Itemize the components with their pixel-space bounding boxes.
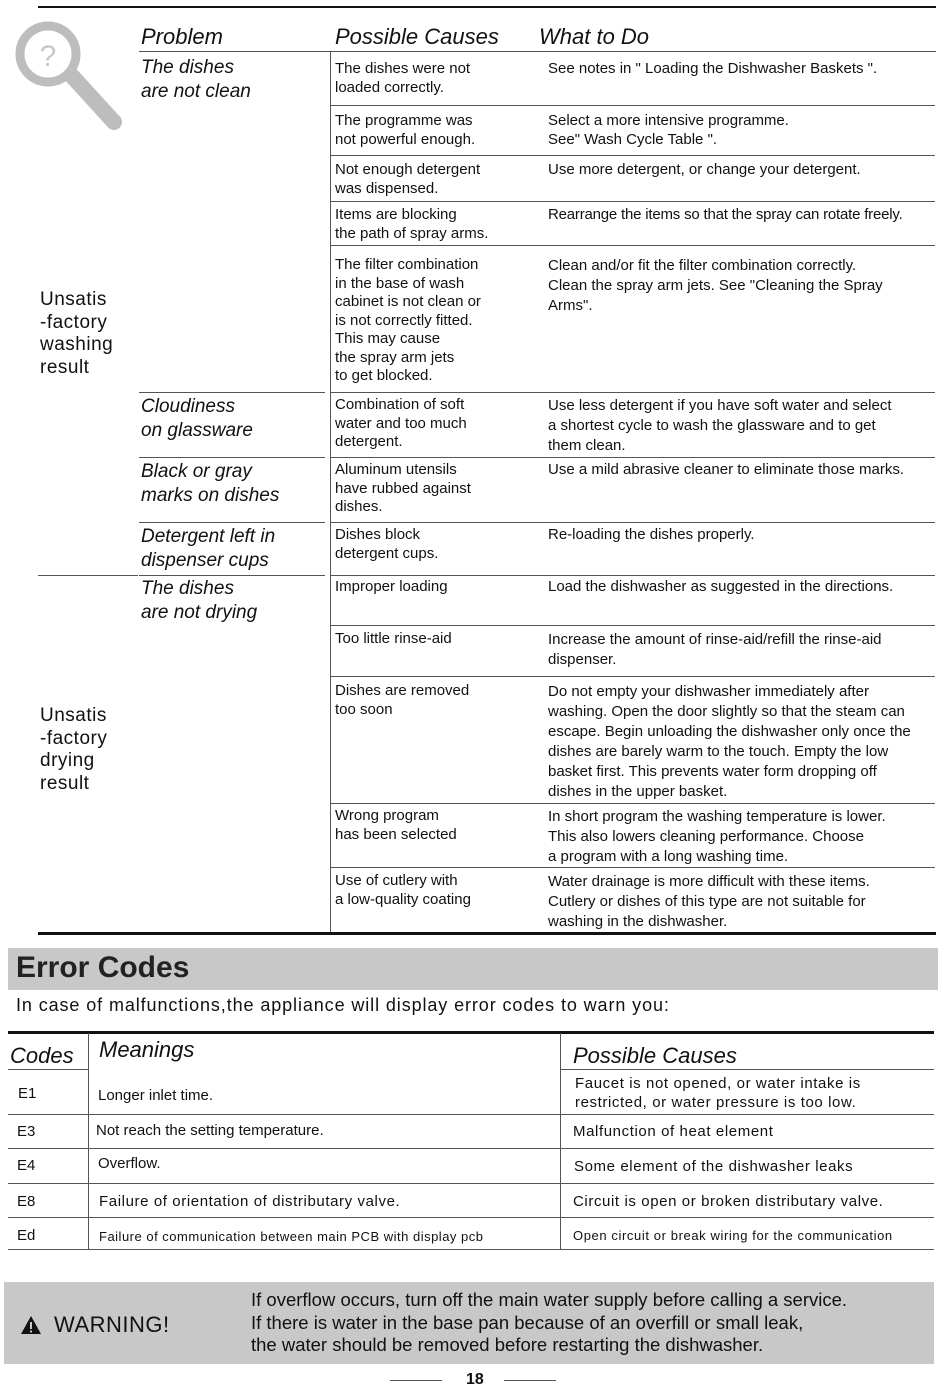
todo-cell: Increase the amount of rinse-aid/refill the rinse-aid dispenser. [548, 631, 882, 668]
error-meaning: Failure of communication between main PCB with display pcb [99, 1229, 484, 1244]
todo-cell: Do not empty your dishwasher immediately after washing. Open the door slightly so that the steam can escape. Begin unloading the dishwasher only once the dishes are barely warm to the touch. Empty the low basket first. This prevents water form dropping off dishes in the upper basket. [548, 683, 911, 800]
todo-cell: Rearrange the items so that the spray can rotate freely. [548, 206, 903, 223]
cause-cell: Items are blocking the path of spray arms. [335, 206, 489, 242]
error-meaning: Longer inlet time. [98, 1087, 214, 1104]
row-rule [331, 522, 935, 523]
problem-not-clean: The dishes are not clean [141, 57, 251, 102]
row-rule [331, 392, 935, 393]
problem-marks: Black or gray marks on dishes [141, 461, 280, 506]
row-rule [331, 803, 935, 804]
row-rule [331, 575, 935, 576]
problem-detergent-left: Detergent left in dispenser cups [141, 526, 276, 571]
error-header-causes: Possible Causes [573, 1043, 737, 1068]
error-meaning: Overflow. [98, 1155, 161, 1172]
cause-cell: The programme was not powerful enough. [335, 112, 476, 148]
warning-text: If overflow occurs, turn off the main water supply before calling a service. If there is water in the base pan because of an overfill or small leak, the water should be removed before restarting the dishwasher. [251, 1289, 848, 1355]
todo-cell: In short program the washing temperature is lower. This also lowers cleaning performance. Choose a program with a long washing time. [548, 808, 886, 865]
todo-cell: Use a mild abrasive cleaner to eliminate those marks. [548, 461, 904, 478]
row-rule [331, 676, 935, 677]
todo-cell: Water drainage is more difficult with these items. Cutlery or dishes of this type are not suitable for washing in the dishwasher. [548, 873, 870, 930]
row-rule [331, 201, 935, 202]
error-cause: Circuit is open or broken distributary valve. [573, 1193, 884, 1210]
cause-cell: Combination of soft water and too much detergent. [335, 396, 467, 450]
category-washing: Unsatis -factory washing result [40, 289, 114, 378]
cause-cell: Aluminum utensils have rubbed against dishes. [335, 461, 471, 515]
error-cause: Some element of the dishwasher leaks [574, 1158, 854, 1175]
cause-cell: The dishes were not loaded correctly. [335, 60, 471, 96]
category-divider [38, 575, 138, 576]
cause-cell: Improper loading [335, 578, 448, 595]
problem-not-drying: The dishes are not drying [141, 578, 258, 623]
error-header-rule [8, 1069, 88, 1070]
error-header-rule [560, 1069, 934, 1070]
row-rule [331, 155, 935, 156]
row-rule [331, 457, 935, 458]
error-codes-title: Error Codes [16, 951, 190, 984]
category-drying: Unsatis -factory drying result [40, 705, 108, 794]
row-rule [331, 245, 935, 246]
todo-cell: Use more detergent, or change your detergent. [548, 161, 861, 178]
row-rule [331, 867, 935, 868]
error-row-rule [8, 1249, 934, 1250]
todo-cell: Use less detergent if you have soft water and select a shortest cycle to wash the glassware and to get them clean. [548, 397, 892, 454]
cause-cell: Wrong program has been selected [335, 807, 457, 843]
todo-cell: Re-loading the dishes properly. [548, 526, 755, 543]
error-code: E8 [17, 1193, 36, 1210]
error-cause: Faucet is not opened, or water intake is restricted, or water pressure is too low. [575, 1075, 861, 1111]
todo-cell: See notes in " Loading the Dishwasher Baskets ". [548, 60, 878, 77]
todo-cell: Clean and/or fit the filter combination correctly. Clean the spray arm jets. See "Cleaning the Spray Arms". [548, 257, 883, 314]
cause-cell: Dishes block detergent cups. [335, 526, 439, 562]
error-row-rule [8, 1217, 934, 1218]
error-codes-subtitle: In case of malfunctions,the appliance will display error codes to warn you: [16, 995, 670, 1015]
warning-triangle-icon [20, 1315, 42, 1335]
cause-cell: Too little rinse-aid [335, 630, 452, 647]
error-row-rule [8, 1183, 934, 1184]
cause-cell: The filter combination in the base of wash cabinet is not clean or is not correctly fitted. This may cause the spray arm jets to get blocked. [335, 256, 481, 384]
error-cause: Malfunction of heat element [573, 1123, 774, 1140]
error-header-codes: Codes [10, 1043, 74, 1068]
error-code: E1 [18, 1085, 37, 1102]
table-top-rule [38, 6, 936, 8]
todo-cell: Load the dishwasher as suggested in the directions. [548, 578, 894, 595]
error-column-rule [560, 1033, 561, 1249]
svg-text:?: ? [39, 40, 57, 73]
problem-rule [139, 457, 325, 458]
error-code: E4 [17, 1157, 36, 1174]
error-row-rule [8, 1148, 934, 1149]
error-cause: Open circuit or break wiring for the communication [573, 1228, 893, 1243]
error-code: Ed [17, 1227, 36, 1244]
table-bottom-rule [38, 932, 936, 935]
page-number-rule [504, 1380, 556, 1381]
page-number: 18 [466, 1371, 484, 1388]
magnifier-question-icon [14, 14, 122, 132]
problem-rule [139, 575, 325, 576]
todo-cell: Select a more intensive programme. See" Wash Cycle Table ". [548, 112, 789, 148]
error-row-rule [8, 1114, 934, 1115]
causes-column-rule [330, 52, 331, 933]
cause-cell: Use of cutlery with a low-quality coating [335, 872, 471, 908]
error-column-rule [88, 1033, 89, 1249]
row-rule [331, 625, 935, 626]
header-what-to-do: What to Do [539, 24, 650, 49]
cause-cell: Not enough detergent was dispensed. [335, 161, 481, 197]
error-code: E3 [17, 1123, 36, 1140]
error-meaning: Not reach the setting temperature. [96, 1122, 324, 1139]
problem-cloudiness: Cloudiness on glassware [141, 396, 253, 441]
warning-label: WARNING! [54, 1312, 170, 1337]
header-problem: Problem [141, 24, 223, 49]
page-number-rule [390, 1380, 442, 1381]
problem-rule [139, 522, 325, 523]
header-rule [139, 51, 936, 52]
header-possible-causes: Possible Causes [335, 24, 499, 49]
error-meaning: Failure of orientation of distributary valve. [99, 1193, 401, 1210]
row-rule [331, 105, 935, 106]
problem-rule [139, 392, 325, 393]
error-table-top-rule [8, 1031, 934, 1034]
cause-cell: Dishes are removed too soon [335, 682, 470, 718]
error-header-meanings: Meanings [99, 1037, 195, 1062]
